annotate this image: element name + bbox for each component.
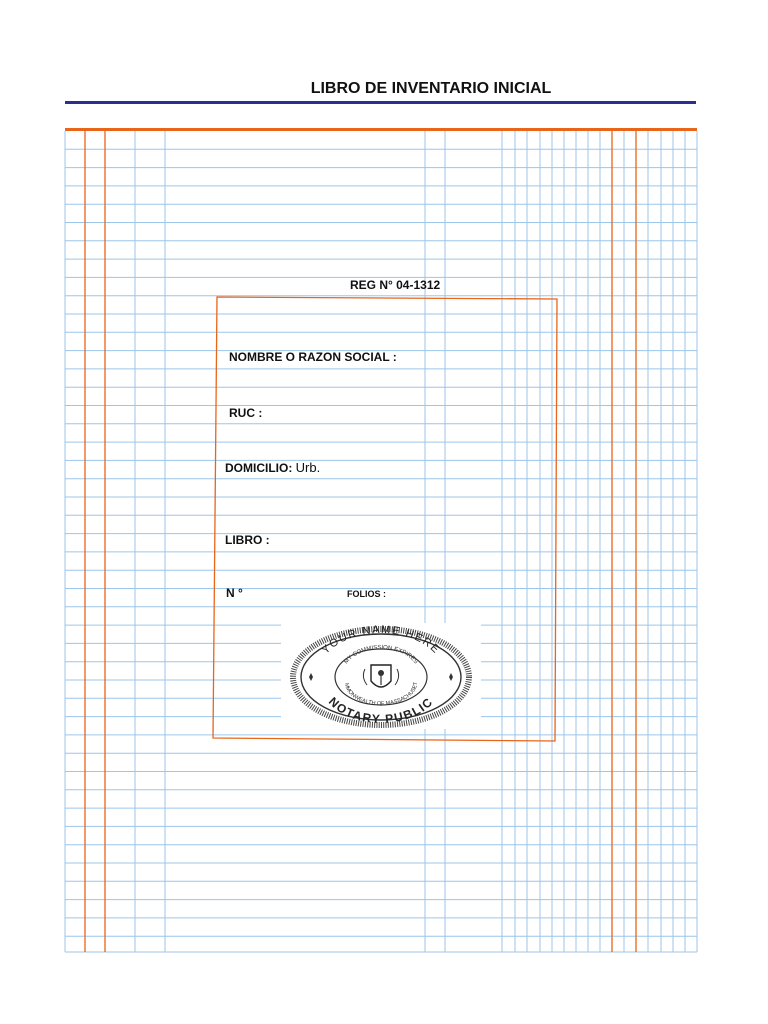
seal-bottom-text: NOTARY PUBLIC: [325, 694, 437, 727]
ledger-column-lines: [65, 131, 697, 952]
seal-star-icon-right: [449, 673, 453, 681]
notary-seal: [281, 623, 481, 729]
reg-number: REG N° 04-1312: [350, 278, 441, 292]
ledger-row-lines: [65, 149, 697, 952]
ruc-label: RUC :: [229, 406, 263, 420]
seal-star-icon-left: [309, 673, 313, 681]
nombre-label: NOMBRE O RAZON SOCIAL :: [229, 350, 397, 364]
seal-state-text: MMONWEALTH OF MASSACHUSET: [342, 681, 420, 708]
seal-top-text: YOUR NAME HERE: [319, 623, 443, 657]
ledger-header-bar: [65, 128, 697, 131]
page-title: LIBRO DE INVENTARIO INICIAL: [310, 80, 552, 97]
seal-crest-icon: [363, 665, 398, 687]
domicilio-field: [225, 460, 320, 475]
seal-commission-text: MY COMMISSION EXPIRES: [343, 644, 419, 666]
domicilio-value: Urb.: [295, 460, 321, 475]
ledger-orange-column-lines: [85, 131, 636, 952]
libro-label: LIBRO :: [225, 533, 270, 547]
domicilio-label: DOMICILIO:: [225, 461, 293, 475]
folios-label: FOLIOS :: [347, 589, 386, 599]
numero-label: N °: [226, 586, 243, 600]
